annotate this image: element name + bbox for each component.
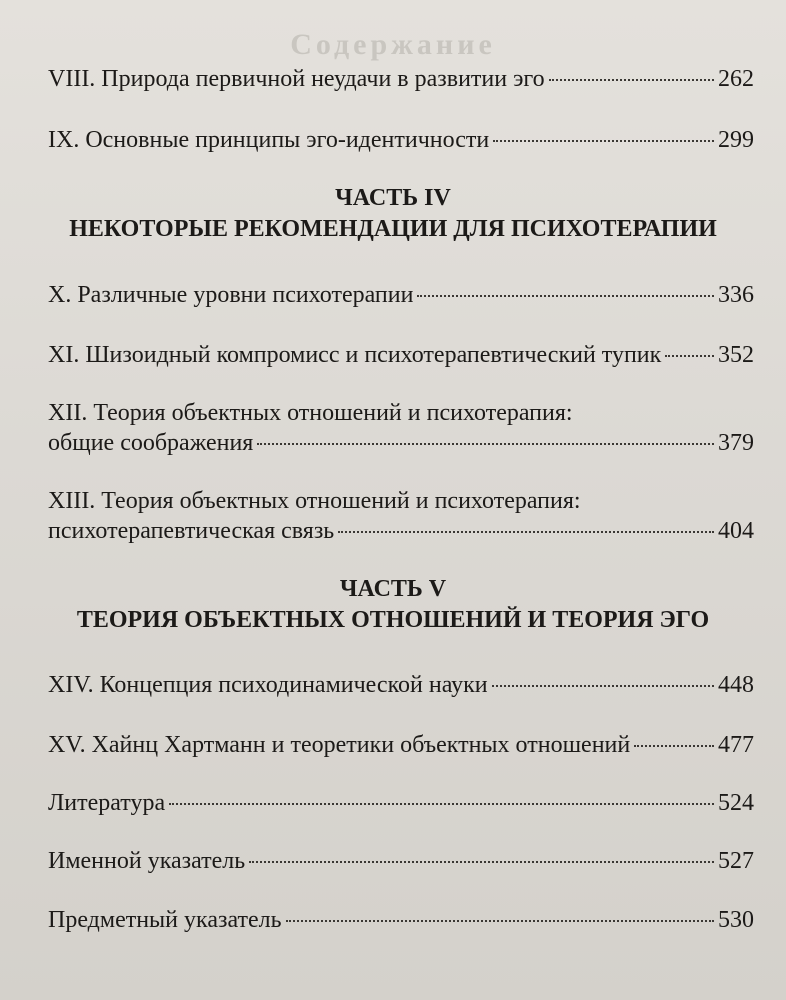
- toc-entry-page: 530: [718, 907, 754, 933]
- toc-entry[interactable]: [48, 730, 754, 760]
- toc-entry[interactable]: [48, 905, 754, 935]
- toc-entry-title: X. Различные уровни психотерапии: [48, 282, 414, 308]
- toc-entry[interactable]: [48, 280, 754, 310]
- part-number: ЧАСТЬ IV: [335, 185, 451, 211]
- toc-entry-title: IX. Основные принципы эго-идентичности: [48, 127, 490, 153]
- toc-entry[interactable]: [48, 398, 754, 458]
- toc-entry-page: 262: [718, 66, 754, 92]
- dot-leader: [493, 140, 714, 142]
- dot-leader: [249, 861, 714, 863]
- dot-leader: [257, 443, 714, 445]
- toc-entry[interactable]: [48, 340, 754, 370]
- toc-entry[interactable]: [48, 846, 754, 876]
- toc-entry-page: 352: [718, 342, 754, 368]
- part-number: ЧАСТЬ V: [339, 576, 447, 602]
- part-title: НЕКОТОРЫЕ РЕКОМЕНДАЦИИ ДЛЯ ПСИХОТЕРАПИИ: [69, 216, 717, 242]
- dot-leader: [634, 745, 714, 747]
- toc-entry-title-line1: XII. Теория объектных отношений и психотерапия:: [48, 400, 573, 426]
- toc-entry[interactable]: [48, 125, 754, 155]
- toc-entry-page: 527: [718, 848, 754, 874]
- toc-entry-title: общие соображения: [48, 430, 254, 456]
- dot-leader: [417, 295, 714, 297]
- toc-entry-title-line1: XIII. Теория объектных отношений и психотерапия:: [48, 488, 581, 514]
- dot-leader: [286, 920, 714, 922]
- toc-entry[interactable]: [48, 788, 754, 818]
- part-title: ТЕОРИЯ ОБЪЕКТНЫХ ОТНОШЕНИЙ И ТЕОРИЯ ЭГО: [76, 607, 710, 633]
- toc-entry[interactable]: [48, 670, 754, 700]
- toc-entry-title: XI. Шизоидный компромисс и психотерапевтический тупик: [48, 342, 662, 368]
- toc-entry-title: XV. Хайнц Хартманн и теоретики объектных отношений: [48, 732, 631, 758]
- toc-entry-page: 477: [718, 732, 754, 758]
- toc-entry-title: Литература: [48, 790, 166, 816]
- toc-entry-page: 336: [718, 282, 754, 308]
- dot-leader: [169, 803, 714, 805]
- toc-entry-title: XIV. Концепция психодинамической науки: [48, 672, 488, 698]
- toc-entry-title: VIII. Природа первичной неудачи в развитии эго: [48, 66, 545, 92]
- dot-leader: [338, 531, 714, 533]
- toc-entry[interactable]: [48, 486, 754, 546]
- dot-leader: [492, 685, 714, 687]
- toc-entry-page: 404: [718, 518, 754, 544]
- toc-entry-title: психотерапевтическая связь: [48, 518, 335, 544]
- dot-leader: [665, 355, 714, 357]
- dot-leader: [549, 79, 714, 81]
- toc-entry-page: 524: [718, 790, 754, 816]
- toc-entry[interactable]: [48, 64, 754, 94]
- toc-entry-page: 379: [718, 430, 754, 456]
- toc-entry-page: 299: [718, 127, 754, 153]
- toc-entry-title: Предметный указатель: [48, 907, 282, 933]
- toc-entry-page: 448: [718, 672, 754, 698]
- toc-entry-title: Именной указатель: [48, 848, 246, 874]
- running-head: Содержание: [290, 28, 496, 61]
